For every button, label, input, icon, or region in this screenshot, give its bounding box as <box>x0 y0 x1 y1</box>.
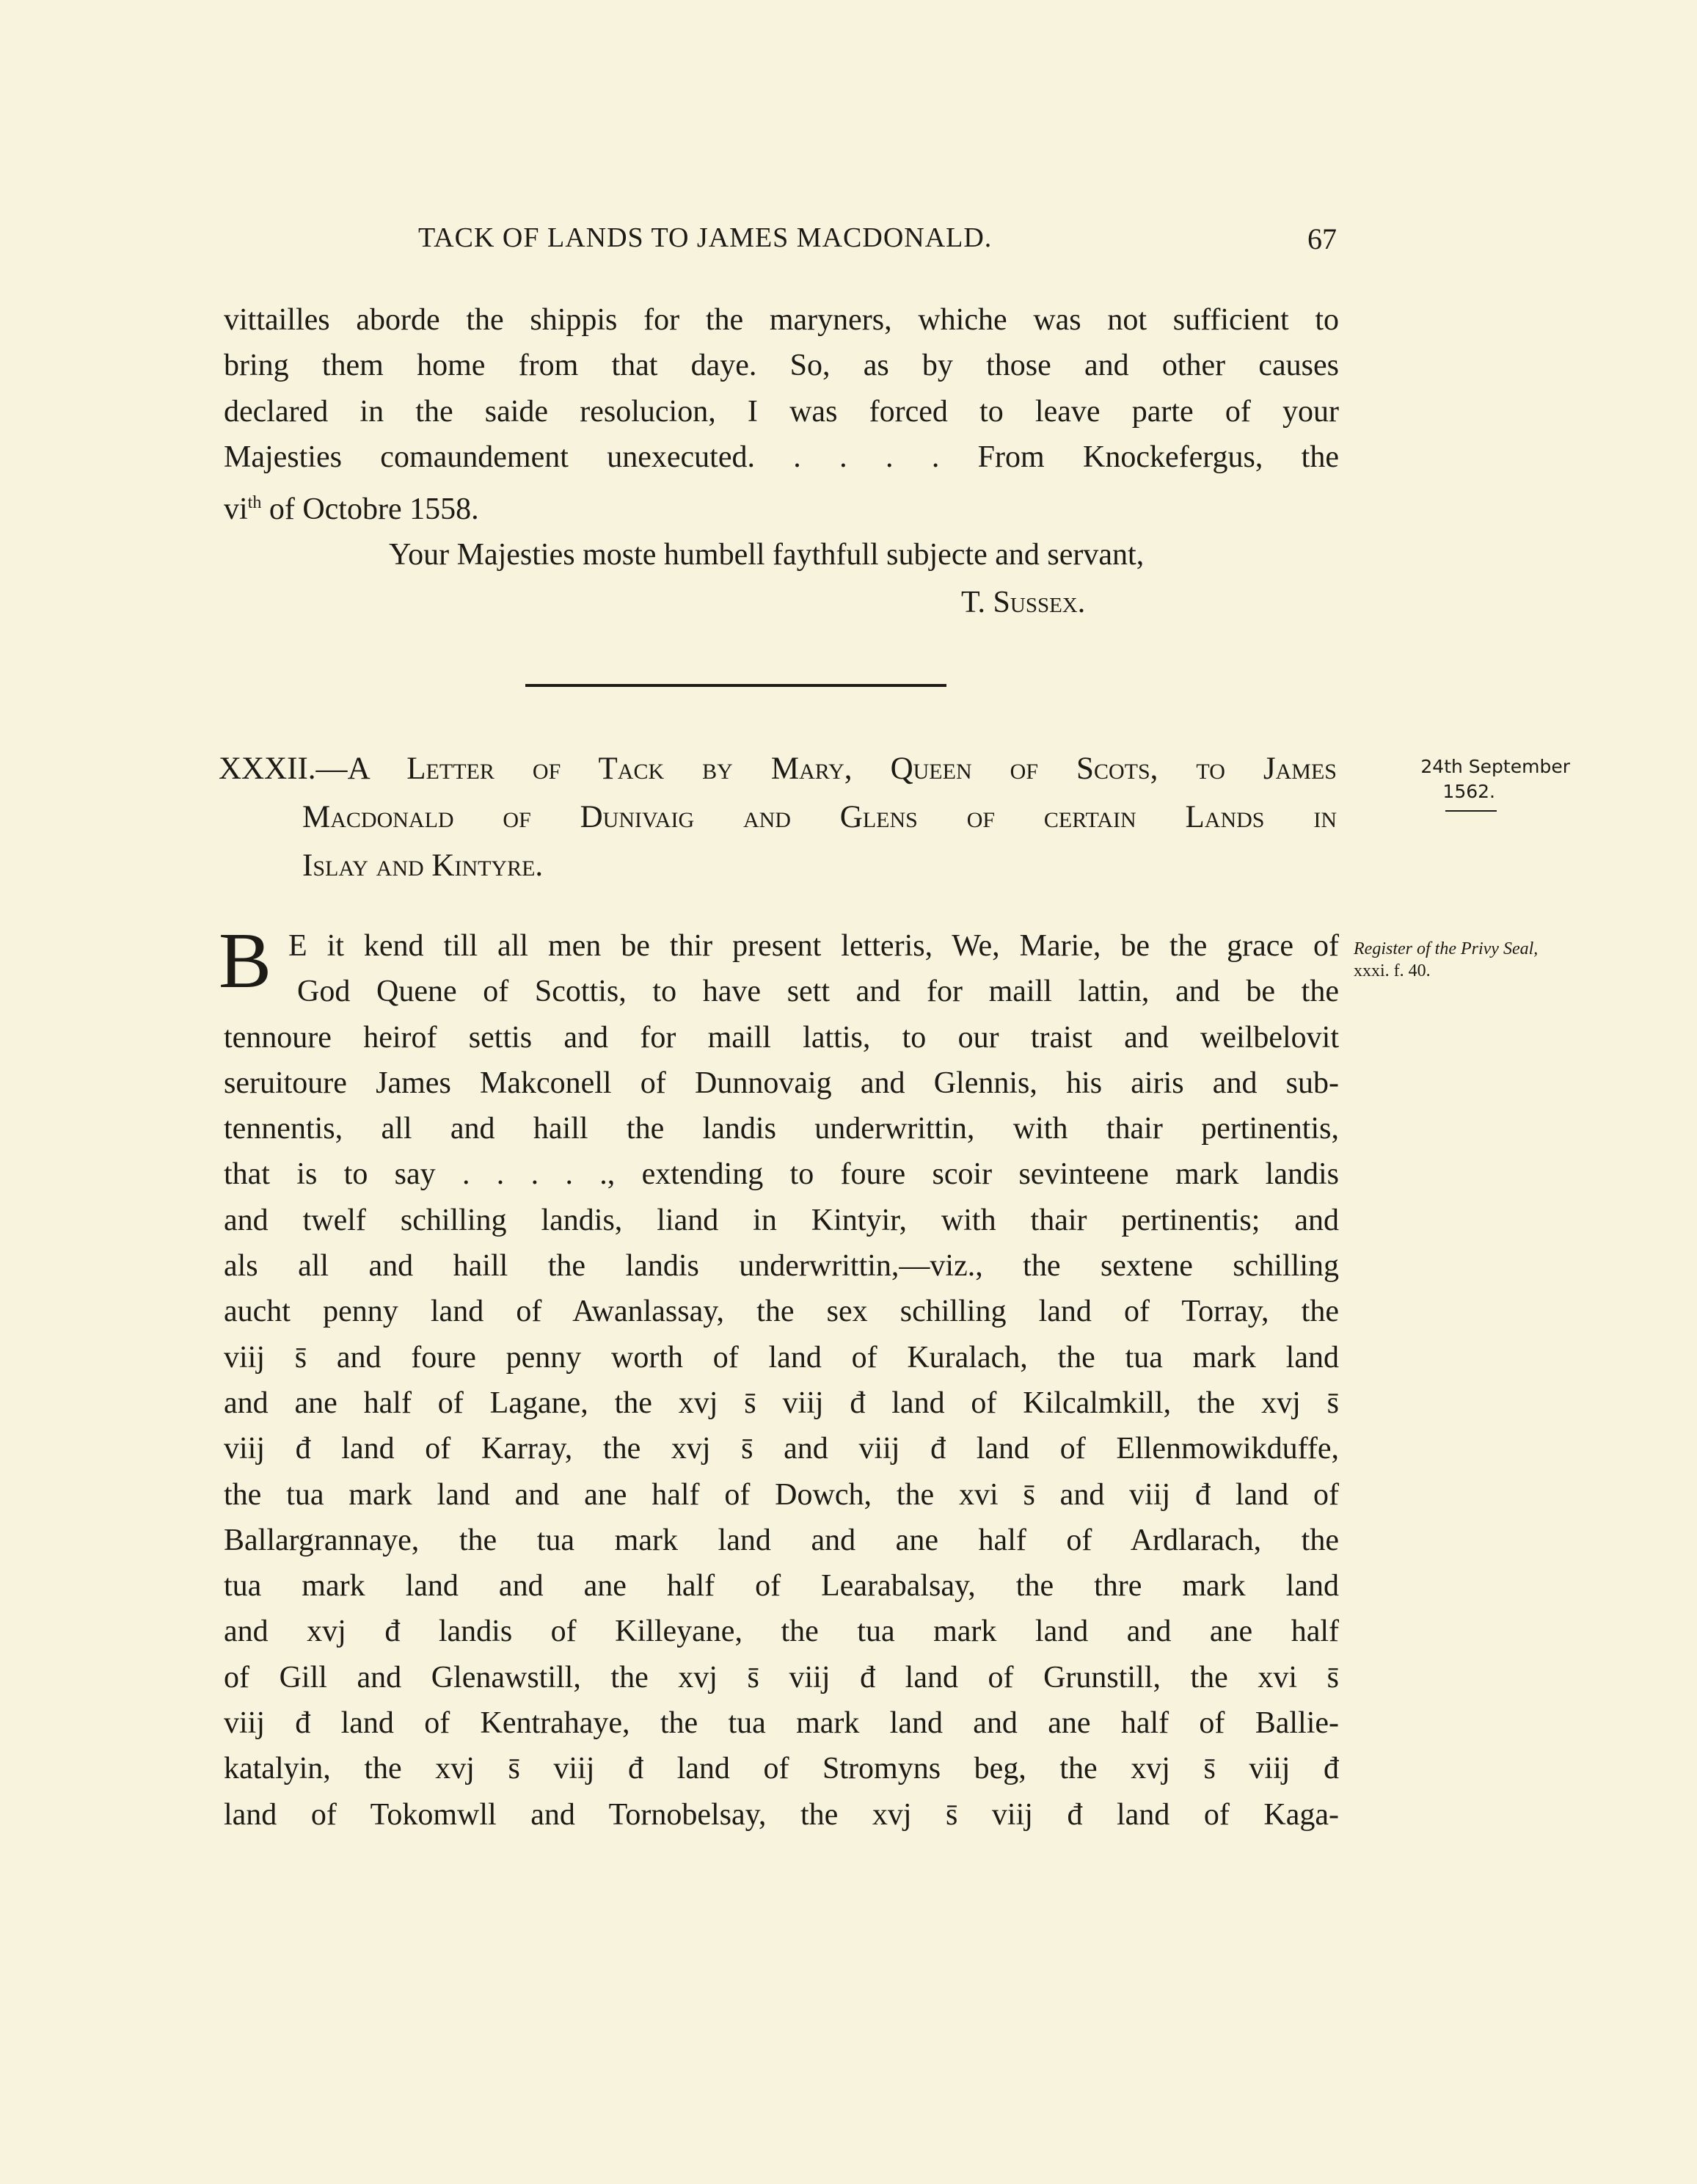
charter-line: of Gill and Glenawstill, the xvj s̄ viij đ land of Grunstill, the xvi s̄ <box>224 1660 1339 1695</box>
source-reference-page: xxxi. f. 40. <box>1354 961 1431 980</box>
charter-line: and twelf schilling landis, liand in Kintyir, with thair pertinentis; and <box>224 1203 1339 1237</box>
charter-line: God Quene of Scottis, to have sett and for maill lattin, and be the <box>297 975 1339 1009</box>
charter-line: and ane half of Lagane, the xvj s̄ viij đ land of Kilcalmkill, the xvj s̄ <box>224 1386 1339 1420</box>
document-heading <box>219 745 1337 890</box>
date-line-rest: of Octobre 1558. <box>261 492 479 527</box>
margin-date-day: 24th September <box>1420 756 1570 777</box>
heading-text: A Letter of Tack by Mary, Queen of Scots, to James <box>347 751 1337 786</box>
charter-line: land of Tokomwll and Tornobelsay, the xvj s̄ viij đ land of Kaga- <box>224 1797 1339 1832</box>
letter-signature: T. Sussex. <box>961 586 1086 619</box>
running-title: TACK OF LANDS TO JAMES MACDONALD. <box>418 222 993 253</box>
letter-closing: Your Majesties moste humbell faythfull subjecte and servant, <box>389 538 1145 572</box>
letter-line: vittailles aborde the shippis for the maryners, whiche was not sufficient to <box>224 303 1339 337</box>
page-number: 67 <box>1307 222 1337 255</box>
charter-line: tennoure heirof settis and for maill lattis, to our traist and weilbelovit <box>224 1020 1339 1055</box>
margin-date <box>1372 754 1570 812</box>
heading-line: Macdonald of Dunivaig and Glens of certain Lands in <box>302 800 1337 834</box>
drop-cap: B <box>219 917 272 1005</box>
charter-line: aucht penny land of Awanlassay, the sex schilling land of Torray, the <box>224 1295 1339 1329</box>
letter-date-line <box>224 480 1339 525</box>
letter-line: declared in the saide resolucion, I was forced to leave parte of your <box>224 394 1339 429</box>
margin-date-year: 1562. <box>1442 781 1495 802</box>
margin-date-dash <box>1445 810 1497 812</box>
charter-line: viij đ land of Kentrahaye, the tua mark land and ane half of Ballie- <box>224 1706 1339 1741</box>
charter-line: katalyin, the xvj s̄ viij đ land of Stromyns beg, the xvj s̄ viij đ <box>224 1752 1339 1786</box>
charter-line: als all and haill the landis underwrittin,—viz., the sextene schilling <box>224 1249 1339 1284</box>
letter-paragraph <box>224 297 1339 525</box>
running-head <box>220 222 1350 258</box>
charter-line: tennentis, all and haill the landis underwrittin, with thair pertinentis, <box>224 1112 1339 1146</box>
date-line-superscript: th <box>247 493 262 513</box>
letter-line: bring them home from that daye. So, as by those and other causes <box>224 349 1339 383</box>
charter-line: viij s̄ and foure penny worth of land of Kuralach, the tua mark land <box>224 1340 1339 1375</box>
charter-line: the tua mark land and ane half of Dowch, the xvi s̄ and viij đ land of <box>224 1477 1339 1512</box>
charter-line: viij đ land of Karray, the xvj s̄ and viij đ land of Ellenmowikduffe, <box>224 1432 1339 1466</box>
section-divider <box>525 684 946 687</box>
heading-line <box>219 745 1337 793</box>
heading-line: Islay and Kintyre. <box>302 848 544 883</box>
charter-line: seruitoure James Makconell of Dunnovaig and Glennis, his airis and sub- <box>224 1066 1339 1100</box>
charter-line: Ballargrannaye, the tua mark land and ane half of Ardlarach, the <box>224 1523 1339 1557</box>
charter-text <box>224 923 1339 1838</box>
date-line-prefix: vi <box>224 492 248 527</box>
charter-line: and xvj đ landis of Killeyane, the tua mark land and ane half <box>224 1615 1339 1649</box>
charter-line: tua mark land and ane half of Learabalsay, the thre mark land <box>224 1569 1339 1604</box>
source-reference-title: Register of the Privy Seal, <box>1354 939 1539 958</box>
letter-line: Majesties comaundement unexecuted. . . . . From Knockefergus, the <box>224 440 1339 474</box>
heading-number: XXXII.— <box>219 751 348 786</box>
charter-line: that is to say . . . . ., extending to foure scoir sevinteene mark landis <box>224 1157 1339 1192</box>
charter-line: E it kend till all men be thir present letteris, We, Marie, be the grace of <box>288 929 1339 963</box>
margin-source-reference <box>1354 938 1574 982</box>
